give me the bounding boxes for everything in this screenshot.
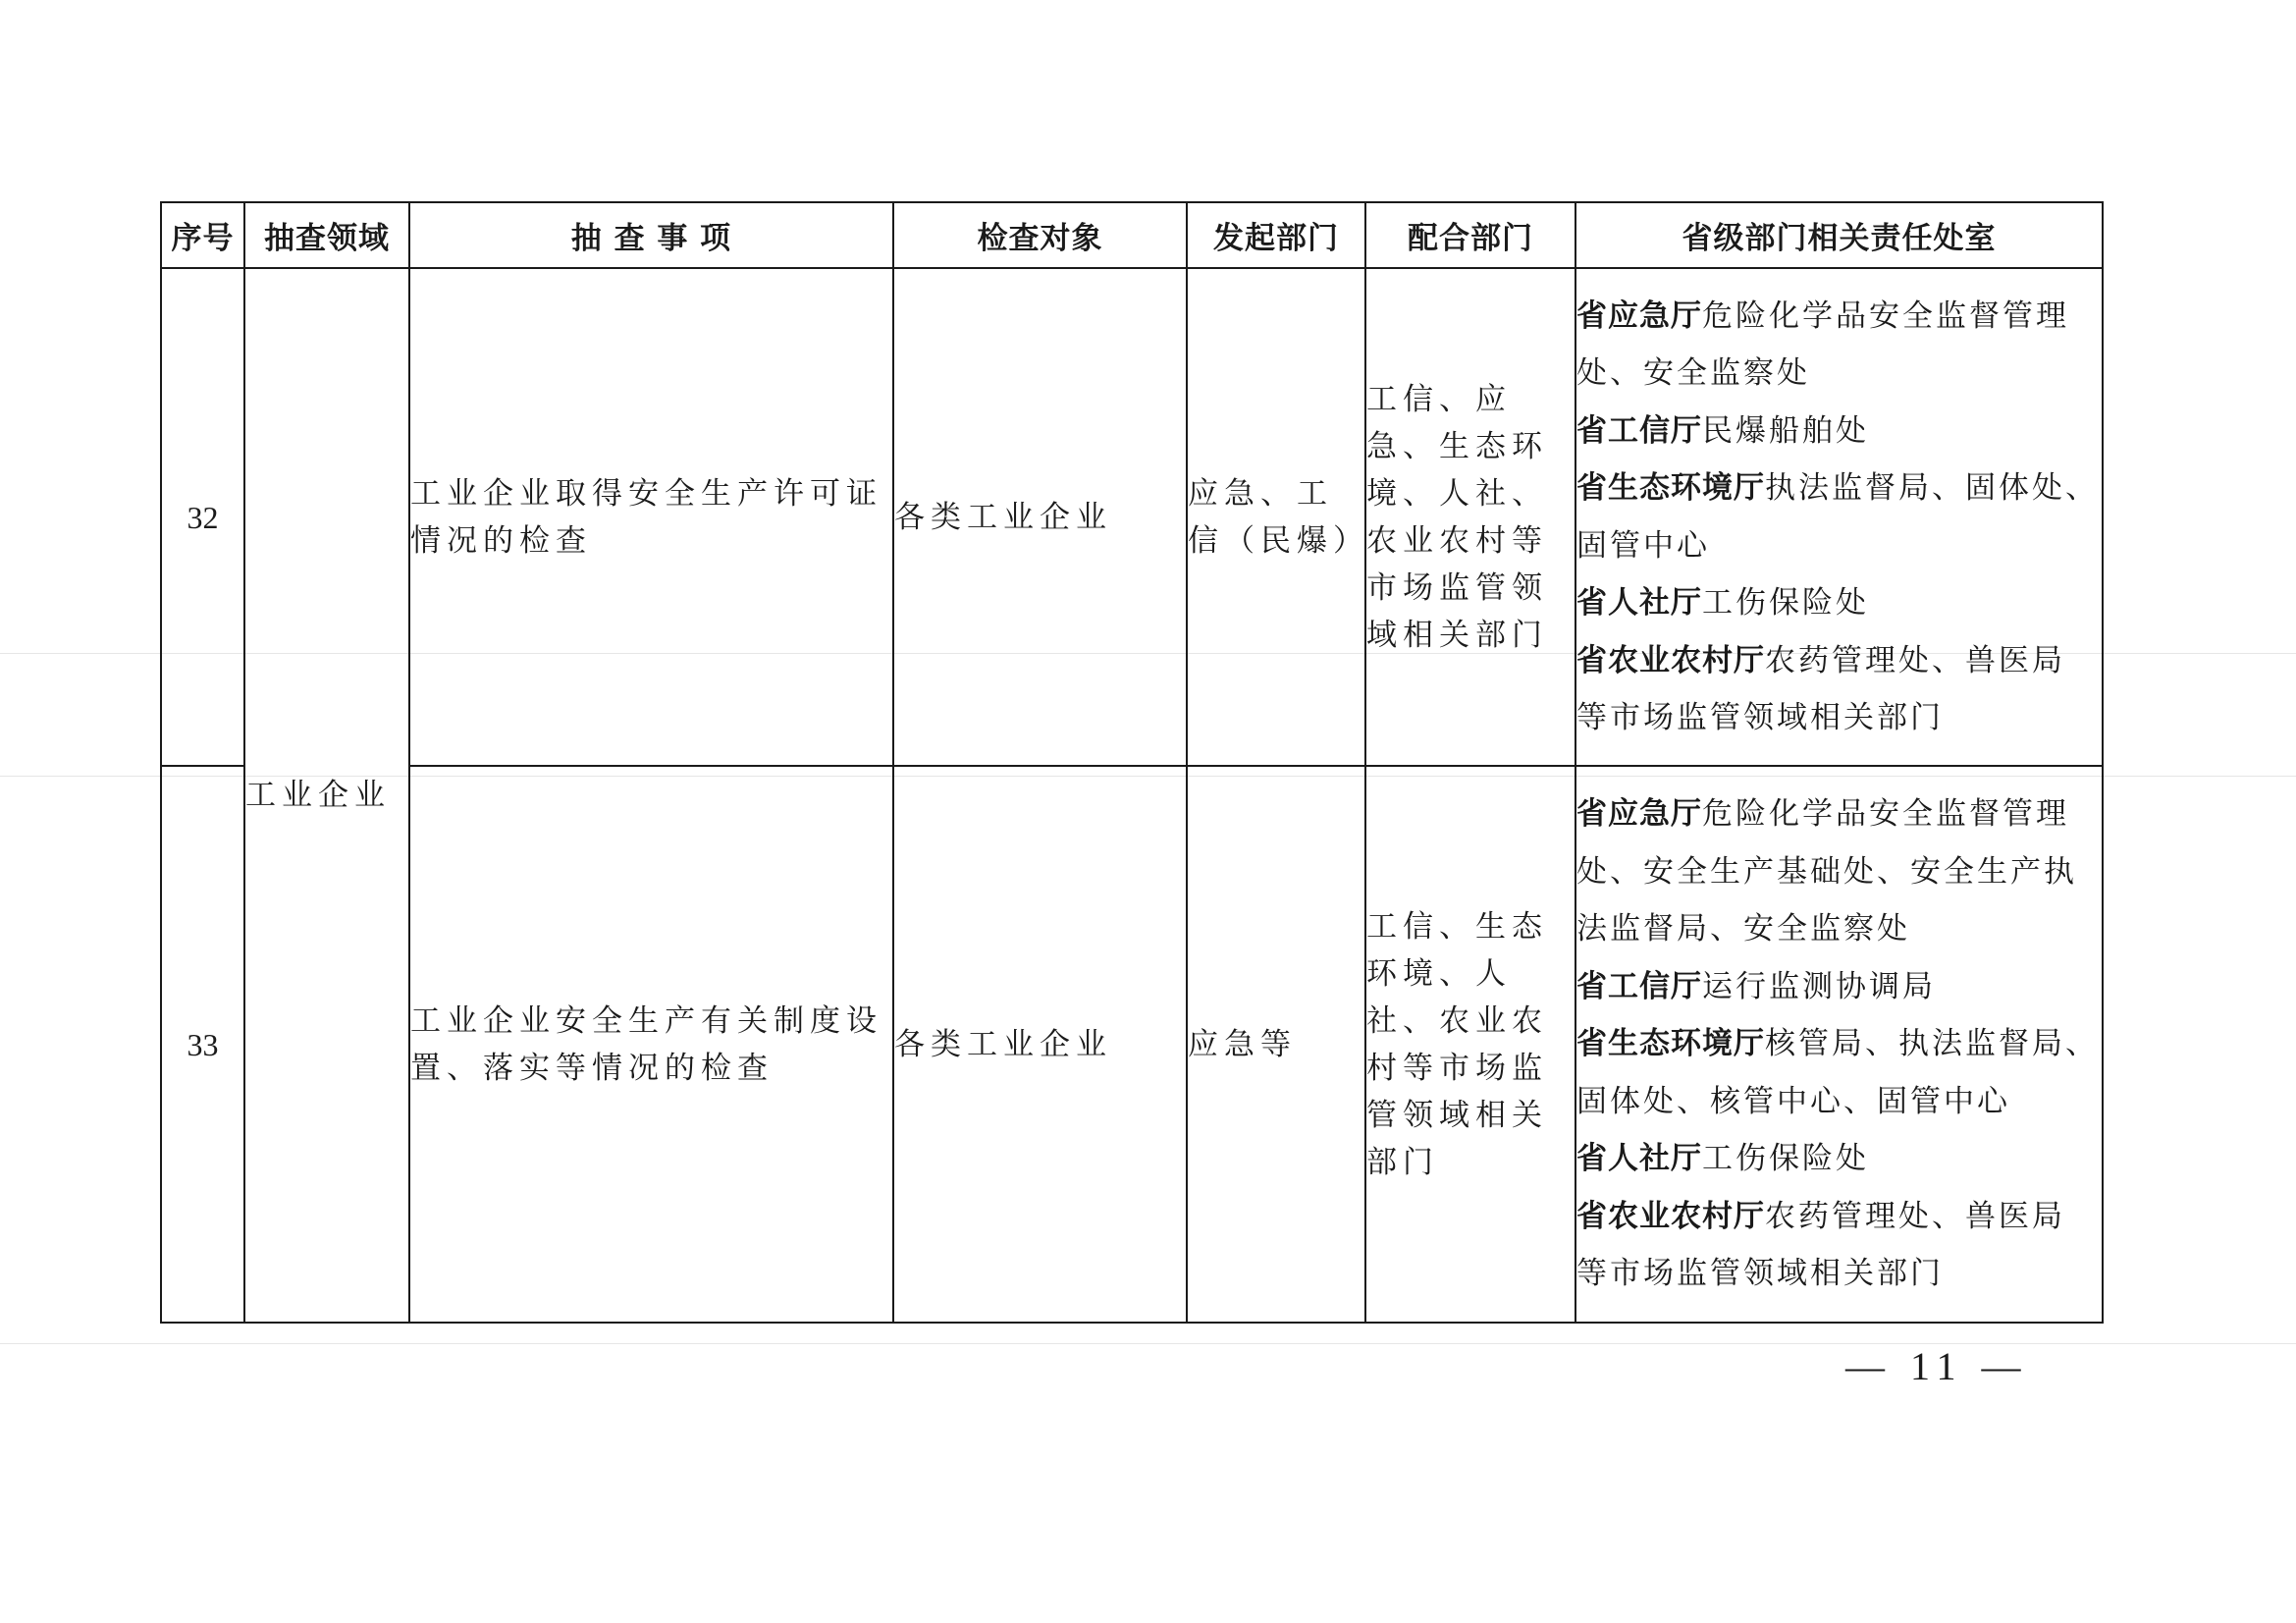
- office-text: 固管中心: [1576, 527, 1710, 564]
- table-row: [161, 766, 2103, 1323]
- header-item: 抽 查 事 项: [409, 202, 893, 268]
- row-cooperation: 工信、生态环境、人社、农业农村等市场监管领域相关部门: [1365, 766, 1575, 1323]
- row-object: 各类工业企业: [893, 766, 1187, 1323]
- responsibility-line: [1576, 345, 2102, 403]
- header-seq: 序号: [161, 202, 244, 268]
- row-responsibility: [1575, 268, 2103, 766]
- responsibility-line: [1576, 288, 2102, 346]
- dept-name: 省人社厅: [1576, 585, 1702, 621]
- header-object: 检查对象: [893, 202, 1187, 268]
- responsibility-line: [1576, 900, 2102, 958]
- responsibility-line: [1576, 1130, 2102, 1188]
- responsibility-line: [1576, 689, 2102, 747]
- row-seq: 33: [161, 766, 244, 1323]
- responsibility-line: [1576, 403, 2102, 460]
- row-item: 工业企业安全生产有关制度设置、落实等情况的检查: [409, 766, 893, 1323]
- office-text: 农药管理处、兽医局: [1765, 642, 2065, 678]
- dept-name: 省农业农村厅: [1576, 642, 1765, 678]
- header-responsibility: 省级部门相关责任处室: [1575, 202, 2103, 268]
- table-row: [161, 268, 2103, 766]
- dept-name: 省应急厅: [1576, 796, 1702, 833]
- row-object: 各类工业企业: [893, 268, 1187, 766]
- office-text: 工伤保险处: [1702, 1141, 1869, 1177]
- header-initiator: 发起部门: [1187, 202, 1365, 268]
- row-responsibility: [1575, 766, 2103, 1323]
- office-text: 处、安全监察处: [1576, 355, 1810, 391]
- responsibility-line: [1576, 574, 2102, 632]
- responsibility-line: [1576, 1188, 2102, 1246]
- office-text: 核管局、执法监督局、: [1765, 1026, 2099, 1062]
- dept-name: 省生态环境厅: [1576, 470, 1765, 506]
- responsibility-line: [1576, 632, 2102, 690]
- header-row: [161, 202, 2103, 268]
- responsibility-line: [1576, 1073, 2102, 1131]
- row-initiator: 应急、工信（民爆）: [1187, 268, 1365, 766]
- responsibility-line: [1576, 1015, 2102, 1073]
- office-text: 运行监测协调局: [1702, 968, 1936, 1004]
- office-text: 农药管理处、兽医局: [1765, 1198, 2065, 1234]
- row-seq: 32: [161, 268, 244, 766]
- office-text: 法监督局、安全监察处: [1576, 911, 1910, 947]
- office-text: 处、安全生产基础处、安全生产执: [1576, 853, 2077, 890]
- office-text: 执法监督局、固体处、: [1765, 470, 2099, 506]
- dept-name: 省工信厅: [1576, 968, 1702, 1004]
- office-text: 等市场监管领域相关部门: [1576, 1256, 1944, 1292]
- office-text: 民爆船舶处: [1702, 412, 1869, 449]
- responsibility-line: [1576, 460, 2102, 517]
- inspection-table: [160, 201, 2104, 1324]
- row-initiator: 应急等: [1187, 766, 1365, 1323]
- responsibility-line: [1576, 1245, 2102, 1303]
- office-text: 工伤保险处: [1702, 585, 1869, 621]
- dept-name: 省应急厅: [1576, 298, 1702, 334]
- responsibility-line: [1576, 517, 2102, 575]
- responsibility-line: [1576, 785, 2102, 843]
- field-cell: 工业企业: [244, 268, 409, 1323]
- responsibility-line: [1576, 958, 2102, 1016]
- header-cooperation: 配合部门: [1365, 202, 1575, 268]
- office-text: 等市场监管领域相关部门: [1576, 700, 1944, 735]
- row-item: 工业企业取得安全生产许可证情况的检查: [409, 268, 893, 766]
- dept-name: 省农业农村厅: [1576, 1198, 1765, 1234]
- dept-name: 省工信厅: [1576, 412, 1702, 449]
- page-number: — 11 —: [1845, 1344, 2029, 1388]
- office-text: 固体处、核管中心、固管中心: [1576, 1083, 2010, 1119]
- responsibility-line: [1576, 843, 2102, 901]
- office-text: 危险化学品安全监督管理: [1702, 298, 2069, 334]
- dept-name: 省人社厅: [1576, 1141, 1702, 1177]
- dept-name: 省生态环境厅: [1576, 1026, 1765, 1062]
- row-cooperation: 工信、应急、生态环境、人社、农业农村等市场监管领域相关部门: [1365, 268, 1575, 766]
- office-text: 危险化学品安全监督管理: [1702, 796, 2069, 833]
- header-field: 抽查领域: [244, 202, 409, 268]
